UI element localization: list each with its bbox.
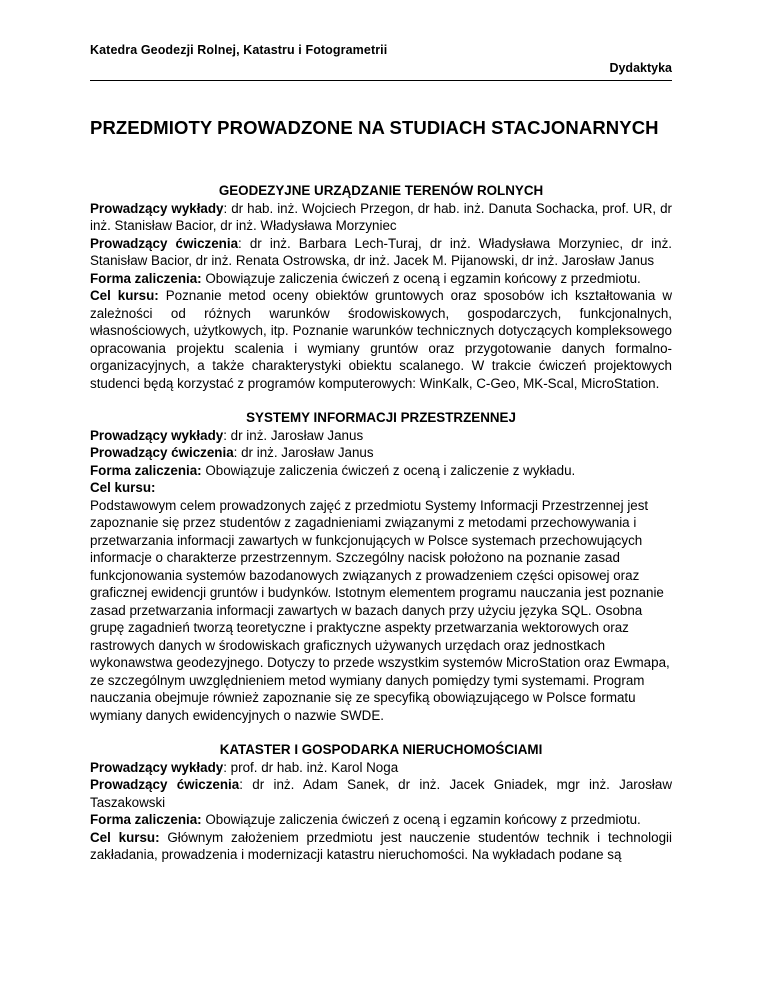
- lecturers-value: : prof. dr hab. inż. Karol Noga: [223, 759, 399, 775]
- course-list: [90, 182, 672, 864]
- course-exercises: [90, 444, 672, 462]
- form-label: Forma zaliczenia:: [90, 812, 202, 827]
- course-goal: [90, 287, 672, 392]
- goal-label: Cel kursu:: [90, 480, 156, 495]
- exercises-label: Prowadzący ćwiczenia: [90, 235, 239, 251]
- course-exercises: [90, 235, 672, 270]
- goal-label: Cel kursu:: [90, 829, 160, 845]
- lecturers-label: Prowadzący wykłady: [90, 427, 224, 443]
- form-label: Forma zaliczenia:: [90, 270, 202, 286]
- header-section: Dydaktyka: [609, 61, 672, 75]
- course-title: KATASTER I GOSPODARKA NIERUCHOMOŚCIAMI: [219, 742, 543, 757]
- exercises-value: : dr inż. Adam Sanek, dr inż. Jacek Gniadek, mgr inż. Jarosław Taszakowski: [90, 777, 672, 810]
- form-value: Obowiązuje zaliczenia ćwiczeń z oceną i zaliczenie z wykładu.: [201, 462, 576, 478]
- header-department: Katedra Geodezji Rolnej, Katastru i Fotogrametrii: [90, 43, 388, 57]
- course-form: [90, 811, 672, 829]
- exercises-label: Prowadzący ćwiczenia: [90, 445, 234, 460]
- exercises-label: Prowadzący ćwiczenia: [90, 777, 240, 792]
- course-form: [90, 462, 672, 480]
- course-goal-label-line: [90, 479, 672, 497]
- goal-value: Głównym założeniem przedmiotu jest nauczenie studentów technik i technologii zakładania, prowadzenia i modernizacji katastru nieruchomości. Na wykładach podane są: [90, 829, 672, 862]
- form-value: Obowiązuje zaliczenia ćwiczeń z oceną i egzamin końcowy z przedmiotu.: [201, 812, 641, 827]
- exercises-value: : dr inż. Jarosław Janus: [233, 445, 374, 460]
- course-section: [90, 182, 672, 392]
- exercises-value: : dr inż. Barbara Lech-Turaj, dr inż. Władysława Morzyniec, dr inż. Stanisław Bacior, dr inż. Renata Ostrowska, dr inż. Jacek M. Pijanowski, dr inż. Jarosław Janus: [90, 235, 672, 268]
- course-lecturers: [90, 427, 672, 445]
- form-value: Obowiązuje zaliczenia ćwiczeń z oceną i egzamin końcowy z przedmiotu.: [201, 270, 641, 286]
- course-form: [90, 270, 672, 288]
- header-divider: [90, 80, 672, 81]
- lecturers-value: : dr inż. Jarosław Janus: [223, 427, 364, 443]
- course-exercises: [90, 776, 672, 811]
- course-title: GEODEZYJNE URZĄDZANIE TERENÓW ROLNYCH: [218, 183, 544, 198]
- lecturers-label: Prowadzący wykłady: [90, 759, 224, 775]
- course-section: [90, 741, 672, 864]
- course-goal: [90, 829, 672, 864]
- course-section: [90, 409, 672, 724]
- course-lecturers: [90, 759, 672, 777]
- form-label: Forma zaliczenia:: [90, 462, 202, 478]
- page-title: PRZEDMIOTY PROWADZONE NA STUDIACH STACJONARNYCH: [90, 117, 659, 138]
- goal-label: Cel kursu:: [90, 288, 159, 303]
- lecturers-value: : dr hab. inż. Wojciech Przegon, dr hab. inż. Danuta Sochacka, prof. UR, dr inż. Stanisław Bacior, dr inż. Władysława Morzyniec: [90, 200, 672, 233]
- course-goal: Podstawowym celem prowadzonych zajęć z przedmiotu Systemy Informacji Przestrzennej jest zapoznanie się przez studentów z zagadnieniami związanymi z metodami przechowywania i przetwarzania informacji zawartych w funkcjonujących w Polsce systemach przechowujących informacje o charakterze przestrzennym. Szczególny nacisk położono na poznanie zasad funkcjonowania systemów bazodanowych związanych z prowadzeniem części opisowej oraz graficznej ewidencji gruntów i budynków. Istotnym elementem programu nauczania jest poznanie zasad przetwarzania informacji zawartych w bazach danych przy użyciu języka SQL. Osobna grupę zagadnień tworzą teoretyczne i praktyczne aspekty przetwarzania wektorowych oraz rastrowych danych w środowiskach graficznych używanych urzędach oraz jednostkach wykonawstwa geodezyjnego. Dotyczy to przede wszystkim systemów MicroStation oraz Ewmapa, ze szczególnym uwzględnieniem metod wymiany danych pomiędzy tymi systemami. Program nauczania obejmuje również zapoznanie się ze specyfiką obowiązującego w Polsce formatu wymiany danych ewidencyjnych o nazwie SWDE.: [90, 497, 670, 723]
- lecturers-label: Prowadzący wykłady: [90, 200, 224, 216]
- course-title: SYSTEMY INFORMACJI PRZESTRZENNEJ: [246, 410, 516, 425]
- course-lecturers: [90, 200, 672, 235]
- goal-value: Poznanie metod oceny obiektów gruntowych oraz sposobów ich kształtowania w zależności od różnych warunków środowiskowych, gospodarczych, funkcjonalnych, własnościowych, użytkowych, itp. Poznanie warunków technicznych dotyczących kompleksowego opracowania projektu scalenia i wymiany gruntów oraz przygotowanie danych formalno-organizacyjnych, a także charakterystyki obiektu scalanego. W trakcie ćwiczeń projektowych studenci będą korzystać z programów komputerowych: WinKalk, C-Geo, MK-Scal, MicroStation.: [90, 288, 672, 391]
